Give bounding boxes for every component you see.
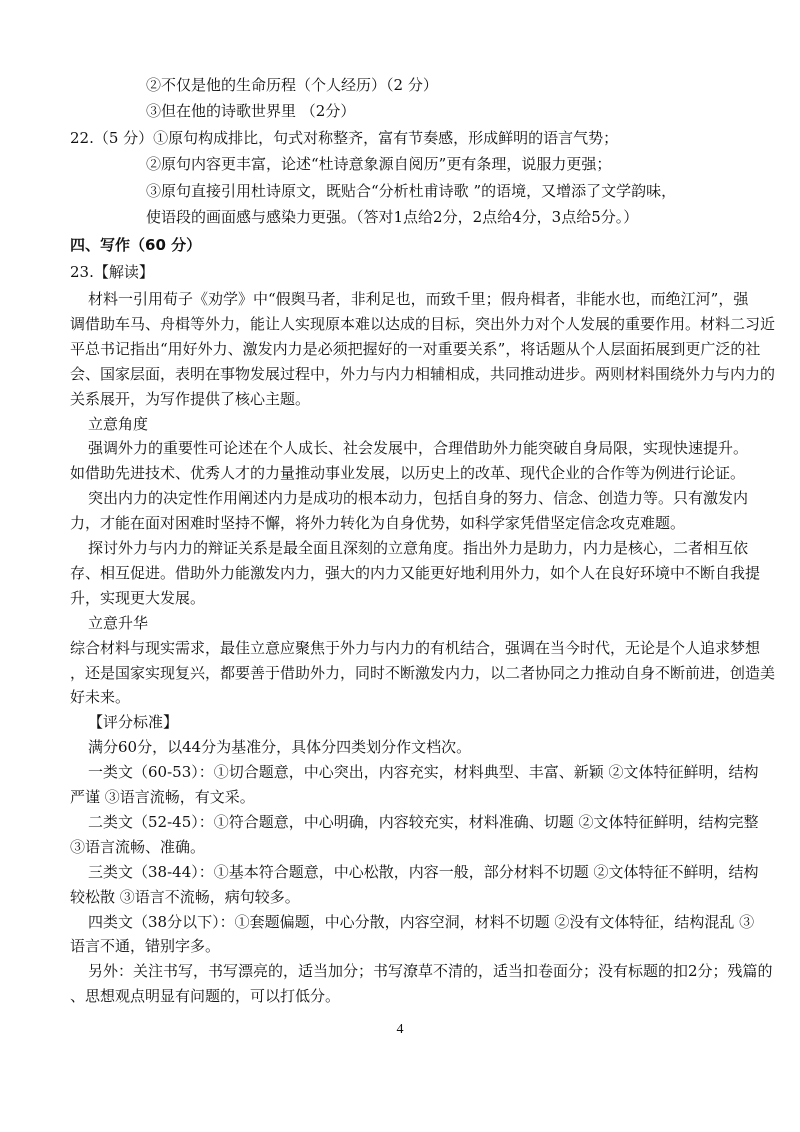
- grade-line: 较松散 ③语言不流畅，病句较多。: [70, 887, 300, 906]
- section-heading: 四、写作（60 分）: [70, 236, 202, 254]
- grade-line: 二类文（52-45）：①符合题意，中心明确，内容较充实，材料准确、切题 ②文体特征鲜明，结构完整: [88, 812, 759, 831]
- paragraph-line: 另外：关注书写，书写漂亮的，适当加分；书写潦草不清的，适当扣卷面分；没有标题的扣2分；残篇的: [88, 962, 773, 981]
- grade-line: 严谨 ③语言流畅，有文采。: [70, 788, 255, 806]
- answer-line: ③原句直接引用杜诗原文，既贴合“分析杜甫诗歌 ”的语境，又增添了文学韵味，: [146, 182, 677, 200]
- paragraph-line: ，还是国家实现复兴，都要善于借助外力，同时不断激发内力，以二者协同之力推动自身不断前进，创造美: [70, 663, 776, 682]
- paragraph-line: 材料一引用荀子《劝学》中“假舆马者，非利足也，而致千里；假舟楫者，非能水也，而绝江河”，强: [88, 290, 749, 308]
- paragraph-line: 存、相互促进。借助外力能激发内力，强大的内力又能更好地利用外力，如个人在良好环境中不断自我提: [70, 563, 761, 582]
- paragraph-line: 好未来。: [70, 688, 131, 707]
- paragraph-line: 调借助车马、舟楫等外力，能让人实现原本难以达成的目标，突出外力对个人发展的重要作用。材料二习近: [70, 314, 776, 333]
- grade-line: 一类文（60-53）：①切合题意，中心突出，内容充实，材料典型、丰富、新颖 ②文体特征鲜明，结构: [88, 763, 759, 782]
- paragraph-line: 强调外力的重要性可论述在个人成长、社会发展中，合理借助外力能突破自身局限，实现快速提升。: [88, 439, 749, 458]
- paragraph-line: 升，实现更大发展。: [70, 588, 206, 607]
- subheading: 立意角度: [88, 414, 149, 433]
- paragraph-line: 突出内力的决定性作用阐述内力是成功的根本动力，包括自身的努力、信念、创造力等。只有激发内: [88, 489, 749, 508]
- subheading: 立意升华: [88, 613, 149, 632]
- paragraph-line: 、思想观点明显有问题的，可以打低分。: [70, 987, 341, 1006]
- answer-line: 使语段的画面感与感染力更强。（答对1点给2分，2点给4分，3点给5分。）: [146, 208, 639, 226]
- question-22-line: 22.（5 分）①原句构成排比，句式对称整齐，富有节奏感，形成鲜明的语言气势；: [70, 129, 619, 147]
- grade-line: 三类文（38-44）：①基本符合题意，中心松散，内容一般，部分材料不切题 ②文体特征不鲜明，结构: [88, 862, 759, 881]
- page-number: 4: [396, 1022, 404, 1037]
- paragraph-line: 平总书记指出“用好外力、激发内力是必须把握好的一对重要关系”，将话题从个人层面拓展到更广泛的社: [70, 339, 761, 358]
- paragraph-line: 综合材料与现实需求，最佳立意应聚焦于外力与内力的有机结合，强调在当今时代，无论是个人追求梦想: [70, 638, 761, 657]
- grade-line: 语言不通，错别字多。: [70, 937, 221, 956]
- paragraph-line: 力，才能在面对困难时坚持不懈，将外力转化为自身优势，如科学家凭借坚定信念攻克难题。: [70, 514, 686, 533]
- paragraph-line: 如借助先进技术、优秀人才的力量推动事业发展，以历史上的改革、现代企业的合作等为例进行论证。: [70, 464, 746, 483]
- grade-line: ③语言流畅、准确。: [70, 837, 206, 856]
- answer-line: ②原句内容更丰富，论述“杜诗意象源自阅历”更有条理，说服力更强；: [146, 155, 612, 173]
- question-23-heading: 23.【解读】: [70, 263, 154, 281]
- paragraph-line: 关系展开，为写作提供了核心主题。: [70, 389, 311, 408]
- paragraph-line: 探讨外力与内力的辩证关系是最全面且深刻的立意角度。指出外力是助力，内力是核心，二者相互依: [88, 539, 749, 557]
- grade-line: 四类文（38分以下）：①套题偏题，中心分散，内容空洞，材料不切题 ②没有文体特征，结构混乱 ③: [88, 912, 755, 931]
- paragraph-line: 满分60分，以44分为基准分，具体分四类划分作文档次。: [88, 738, 472, 757]
- subheading: 【评分标准】: [88, 713, 179, 732]
- paragraph-line: 会、国家层面，表明在事物发展过程中，外力与内力相辅相成，共同推动进步。两则材料围绕外力与内力的: [70, 364, 776, 383]
- answer-line: ②不仅是他的生命历程（个人经历）（2 分）: [146, 76, 438, 94]
- answer-line: ③但在他的诗歌世界里 （2分）: [146, 102, 356, 120]
